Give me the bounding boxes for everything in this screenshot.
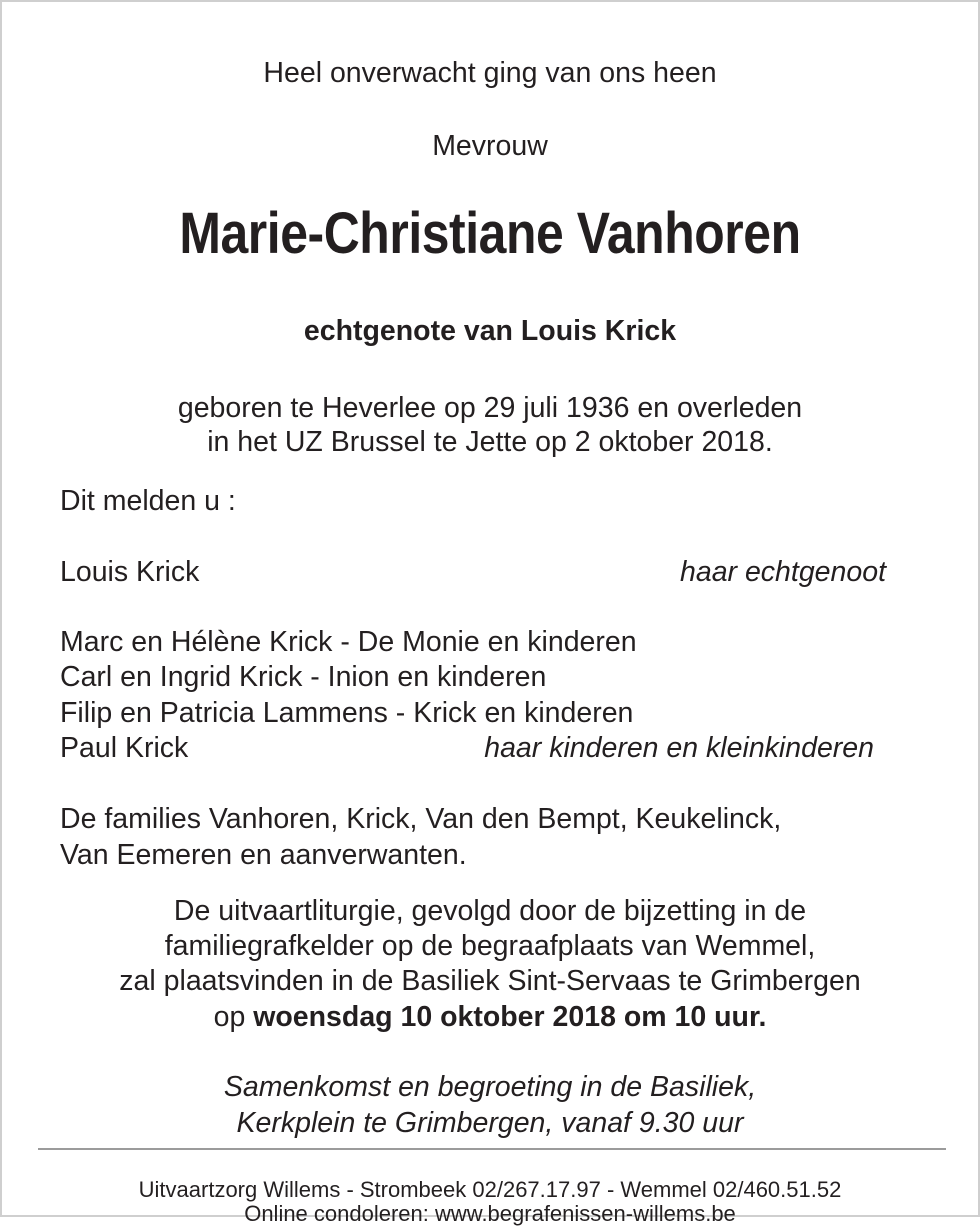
birth-death-line-2: in het UZ Brussel te Jette op 2 oktober 2018. bbox=[207, 426, 773, 458]
child-line: Paul Krick bbox=[60, 732, 189, 764]
child-line: Carl en Ingrid Krick - Inion en kinderen bbox=[60, 661, 547, 693]
families-line-1: De families Vanhoren, Krick, Van den Bempt, Keukelinck, bbox=[60, 803, 782, 835]
gathering-line-2: Kerkplein te Grimbergen, vanaf 9.30 uur bbox=[236, 1107, 744, 1139]
husband-name: Louis Krick bbox=[60, 556, 200, 588]
title-prefix: Mevrouw bbox=[432, 130, 548, 162]
children-relation: haar kinderen en kleinkinderen bbox=[484, 732, 874, 764]
funeral-line-2: familiegrafkelder op de begraafplaats van Wemmel, bbox=[164, 930, 816, 962]
funeral-date-line bbox=[2, 1000, 978, 1034]
funeral-date-prefix: op bbox=[213, 1001, 254, 1033]
families-line-2: Van Eemeren en aanverwanten. bbox=[60, 839, 467, 871]
spouse-line: echtgenote van Louis Krick bbox=[303, 315, 677, 347]
announce-text: Dit melden u : bbox=[60, 485, 236, 517]
intro-text: Heel onverwacht ging van ons heen bbox=[263, 57, 717, 89]
footer-website: Online condoleren: www.begrafenissen-willems.be bbox=[244, 1201, 736, 1226]
footer-divider bbox=[38, 1148, 946, 1150]
gathering-line-1: Samenkomst en begroeting in de Basiliek, bbox=[223, 1071, 757, 1103]
birth-death-line-1: geboren te Heverlee op 29 juli 1936 en overleden bbox=[177, 392, 803, 424]
funeral-date: woensdag 10 oktober 2018 om 10 uur. bbox=[253, 1001, 767, 1033]
funeral-line-3: zal plaatsvinden in de Basiliek Sint-Servaas te Grimbergen bbox=[119, 965, 861, 997]
funeral-line-1: De uitvaartliturgie, gevolgd door de bijzetting in de bbox=[173, 895, 807, 927]
footer-contact: Uitvaartzorg Willems - Strombeek 02/267.17.97 - Wemmel 02/460.51.52 bbox=[138, 1177, 842, 1202]
child-line: Marc en Hélène Krick - De Monie en kinderen bbox=[60, 626, 637, 658]
child-line: Filip en Patricia Lammens - Krick en kinderen bbox=[60, 697, 634, 729]
husband-relation: haar echtgenoot bbox=[680, 556, 886, 588]
deceased-name: Marie-Christiane Vanhoren bbox=[179, 201, 801, 266]
